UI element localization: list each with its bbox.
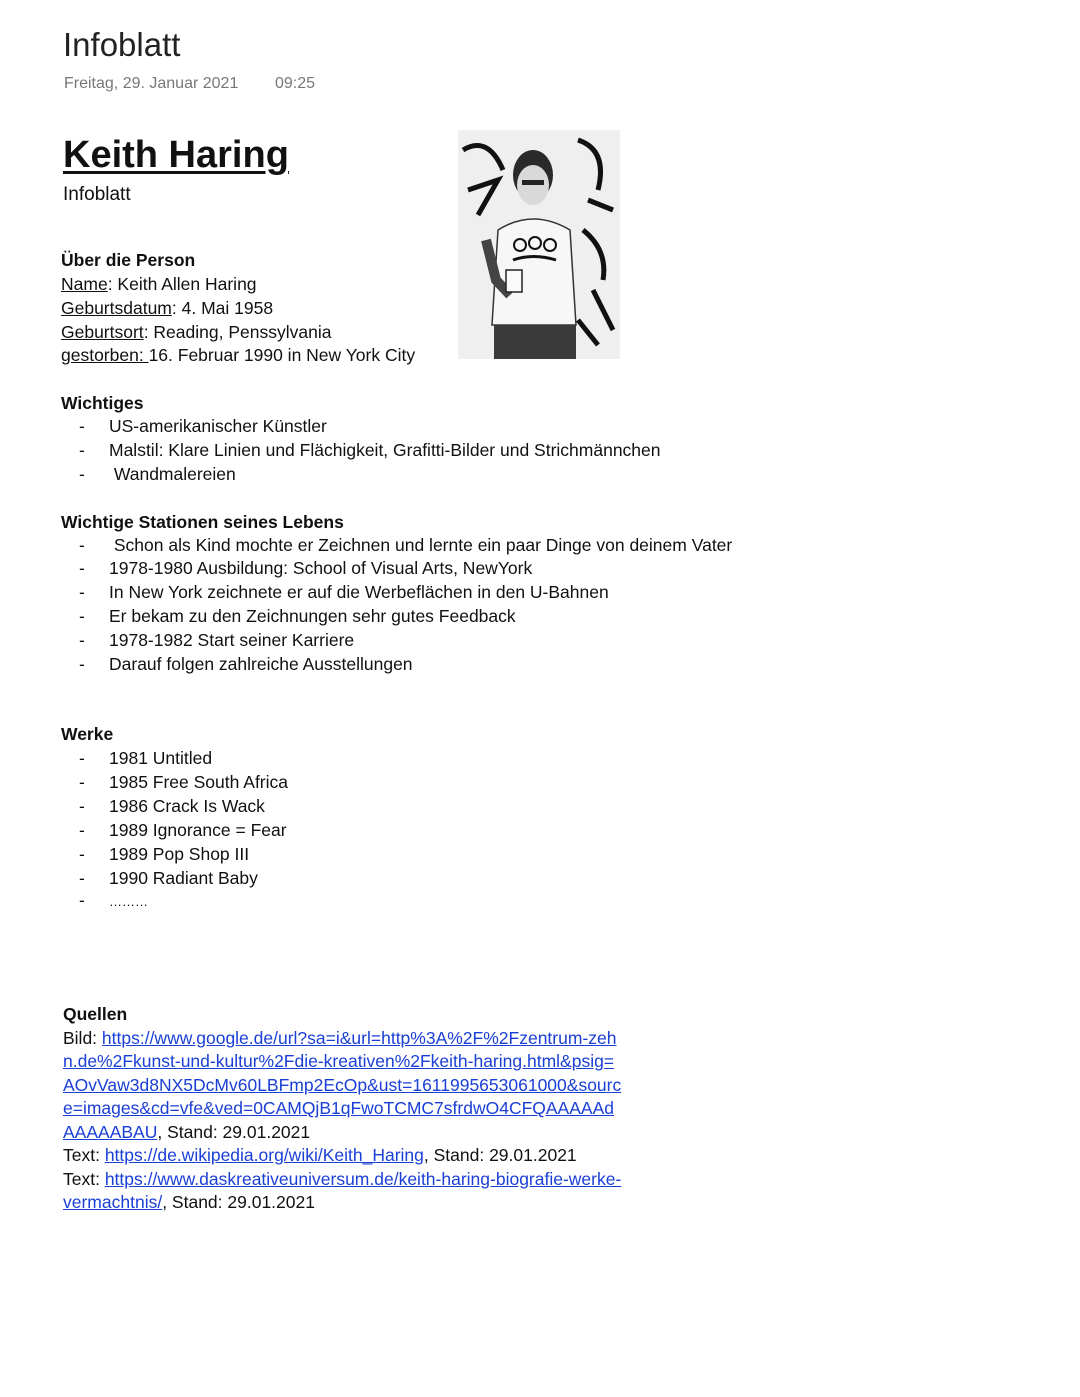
- source-image: Bild: https://www.google.de/url?sa=i&url=http%3A%2F%2Fzentrum-zehn.de%2Fkunst-und-kultur%2Fdie-kreativen%2Fkeith-haring.html&psig=AOvVaw3d8NX5DcMv60LBFmp2EcOp&ust=1611995653061000&source=images&cd=vfe&ved=0CAMQjB1qFwoTCMC7sfrdwO4CFQAAAAAdAAAAABAU, Stand: 29.01.2021: [63, 1027, 622, 1142]
- list-item: - Darauf folgen zahlreiche Ausstellungen: [79, 654, 413, 674]
- document-subtitle: Infoblatt: [63, 184, 131, 205]
- field-separator: :: [171, 298, 182, 318]
- list-item: - 1981 Untitled: [79, 748, 213, 768]
- document-title: Keith Haring: [63, 134, 289, 176]
- werke-heading: Werke: [61, 724, 114, 744]
- wichtiges-heading: Wichtiges: [61, 393, 144, 413]
- source-text-universum: Text: https://www.daskreativeuniversum.de/keith-haring-biografie-werke-vermachtnis/, Stand: 29.01.2021: [63, 1168, 622, 1212]
- page-date: Freitag, 29. Januar 2021: [64, 75, 239, 92]
- list-item: - Schon als Kind mochte er Zeichnen und lernte ein paar Dinge von deinem Vater: [79, 535, 733, 555]
- field-label: Name: [61, 274, 108, 294]
- list-item: - Wandmalereien: [79, 464, 236, 484]
- source-image-link[interactable]: https://www.google.de/url?sa=i&url=http%3A%2F%2Fzentrum-zehn.de%2Fkunst-und-kultur%2Fdie-kreativen%2Fkeith-haring.html&psig=AOvVaw3d8NX5DcMv60LBFmp2EcOp&ust=1611995653061000&source=images&cd=vfe&ved=0CAMQjB1qFwoTCMC7sfrdwO4CFQAAAAAdAAAAABAU: [63, 1027, 622, 1142]
- field-label: Geburtsdatum: [61, 298, 172, 318]
- list-item: - 1990 Radiant Baby: [79, 868, 258, 888]
- list-item: - 1978-1980 Ausbildung: School of Visual Arts, NewYork: [79, 558, 533, 578]
- list-item: - 1985 Free South Africa: [79, 772, 288, 792]
- list-item: - Malstil: Klare Linien und Flächigkeit, Grafitti-Bilder und Strichmännchen: [79, 440, 661, 460]
- field-separator: :: [107, 274, 118, 294]
- list-item: - In New York zeichnete er auf die Werbeflächen in den U-Bahnen: [79, 582, 609, 602]
- field-value: Keith Allen Haring: [117, 274, 257, 294]
- field-geburtsdatum: [61, 296, 273, 320]
- person-heading: Über die Person: [61, 250, 196, 270]
- source-text-wikipedia: Text: https://de.wikipedia.org/wiki/Keith_Haring, Stand: 29.01.2021: [63, 1145, 577, 1165]
- source-universum-link[interactable]: https://www.daskreativeuniversum.de/keith-haring-biografie-werke-vermachtnis/: [63, 1168, 622, 1212]
- field-name: [61, 272, 257, 296]
- sources-heading: Quellen: [63, 1004, 128, 1024]
- field-value: 4. Mai 1958: [181, 298, 274, 318]
- list-item: - US-amerikanischer Künstler: [79, 416, 327, 436]
- sources-section: [63, 1003, 623, 1215]
- field-label: gestorben:: [61, 345, 149, 365]
- list-item: - 1989 Ignorance = Fear: [79, 820, 287, 840]
- field-label: Geburtsort: [61, 322, 144, 342]
- source-wikipedia-link[interactable]: https://de.wikipedia.org/wiki/Keith_Haring: [104, 1145, 424, 1165]
- page-title: Infoblatt: [63, 26, 181, 63]
- list-item: - ………: [79, 890, 148, 910]
- list-item: - 1986 Crack Is Wack: [79, 796, 265, 816]
- list-item: - Er bekam zu den Zeichnungen sehr gutes Feedback: [79, 606, 516, 626]
- list-item: - 1978-1982 Start seiner Karriere: [79, 630, 355, 650]
- list-item: - 1989 Pop Shop III: [79, 844, 250, 864]
- page-time: 09:25: [275, 75, 316, 92]
- field-value: 16. Februar 1990 in New York City: [148, 345, 416, 365]
- stationen-heading: Wichtige Stationen seines Lebens: [61, 512, 344, 532]
- field-geburtsort: [61, 320, 331, 344]
- field-gestorben: [61, 343, 415, 367]
- field-value: Reading, Penssylvania: [153, 322, 332, 342]
- field-separator: :: [143, 322, 154, 342]
- keith-haring-photo: [458, 130, 620, 359]
